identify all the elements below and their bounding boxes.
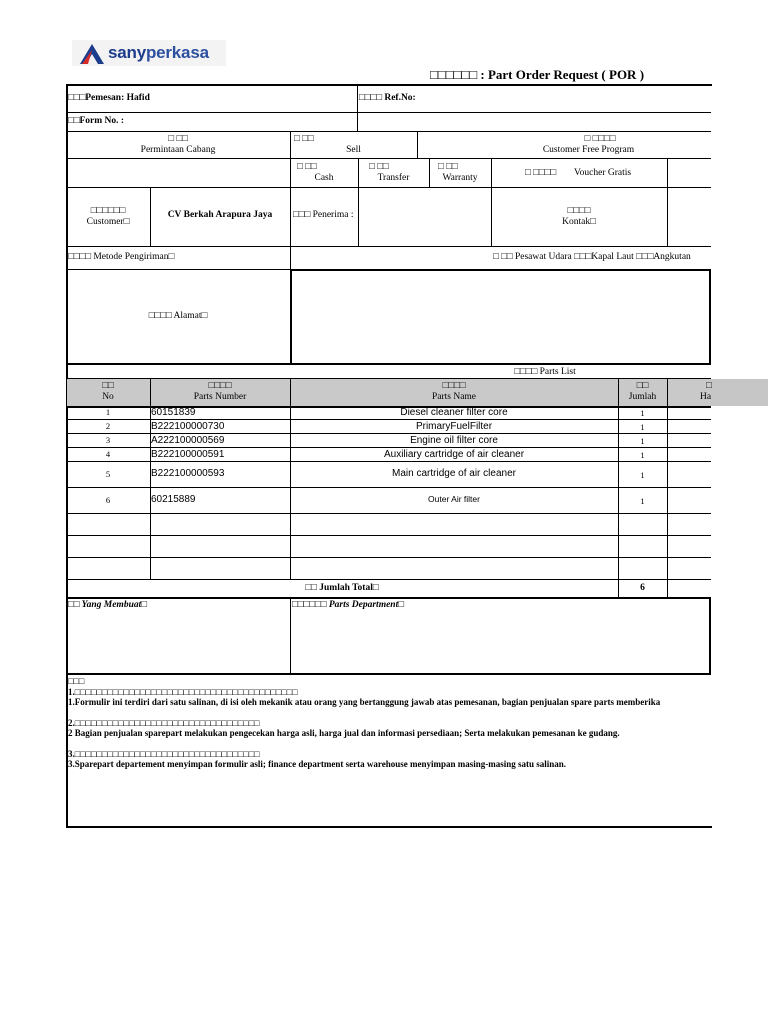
- note-3-cn: 3.□□□□□□□□□□□□□□□□□□□□□□□□□□□□□□□□□□: [68, 749, 260, 759]
- cfp-checkbox[interactable]: □ □□□□: [584, 134, 616, 144]
- kontak-label-cn: □□□□: [567, 206, 591, 216]
- note-1-cn: 1.□□□□□□□□□□□□□□□□□□□□□□□□□□□□□□□□□□□□□□□□□: [68, 687, 298, 697]
- row-no: 1: [105, 407, 111, 417]
- row-qty: 1: [640, 408, 645, 418]
- penerima-label: □□□ Penerima :: [293, 210, 354, 220]
- total-label: □□ Jumlah Total□: [305, 583, 379, 593]
- cabang-label: Permintaan Cabang: [140, 145, 216, 155]
- col-qty: Jumlah: [628, 392, 657, 402]
- col-h-cn: □: [706, 381, 712, 391]
- row-part-number: 60215889: [151, 494, 196, 505]
- refno-field: □□□□ Ref.No:: [359, 93, 416, 103]
- warranty-label: Warranty: [442, 173, 478, 183]
- logo-wordmark: sanyperkasa: [108, 43, 209, 62]
- col-name-cn: □□□□: [442, 381, 466, 391]
- cash-checkbox[interactable]: □ □□: [297, 162, 317, 172]
- voucher-label: Voucher Gratis: [574, 168, 632, 178]
- row-no: 3: [105, 435, 111, 445]
- form-title: □□□□□□ : Part Order Request ( POR ): [430, 67, 645, 82]
- pemesan-field: □□□Pemesan: Hafid: [68, 93, 150, 103]
- metode-label: □□□□ Metode Pengiriman□: [68, 252, 175, 262]
- col-no: No: [102, 392, 114, 402]
- row-no: 2: [105, 421, 111, 431]
- row-part-number: A222100000569: [151, 435, 225, 446]
- row-no: 5: [105, 469, 111, 479]
- row-qty: 1: [640, 496, 645, 506]
- row-part-name: PrimaryFuelFilter: [415, 421, 493, 432]
- cash-label: Cash: [314, 173, 334, 183]
- parts-list-label: □□□□ Parts List: [514, 367, 576, 377]
- sell-label: Sell: [346, 145, 361, 155]
- header-overflow-bg: [710, 379, 768, 406]
- maker-label: □□ Yang Membuat□: [68, 600, 147, 610]
- col-no-cn: □□: [102, 381, 114, 391]
- notes-heading: □□□: [68, 676, 85, 686]
- sany-logo-icon: [78, 42, 106, 66]
- row-part-name: Outer Air filter: [428, 494, 480, 504]
- cfp-label: Customer Free Program: [542, 145, 635, 155]
- row-part-number: B222100000730: [151, 421, 225, 432]
- warranty-checkbox[interactable]: □ □□: [438, 162, 458, 172]
- kontak-label: Kontak□: [562, 217, 596, 227]
- row-part-number: 60151839: [151, 407, 196, 418]
- col-name: Parts Name: [431, 392, 477, 402]
- col-pn: Parts Number: [193, 392, 247, 402]
- dept-label: □□□□□□ Parts Department□: [292, 600, 404, 610]
- col-h: Ha: [700, 392, 712, 402]
- customer-name: CV Berkah Arapura Jaya: [167, 210, 273, 220]
- row-qty: 1: [640, 470, 645, 480]
- note-2: 2 Bagian penjualan sparepart melakukan pengecekan harga asli, harga jual dan informasi persediaan; Serta melakukan pemesanan ke gudang.: [68, 728, 620, 738]
- row-part-name: Engine oil filter core: [410, 435, 498, 446]
- sell-checkbox[interactable]: □ □□: [294, 134, 314, 144]
- customer-label: Customer□: [86, 217, 130, 227]
- col-qty-cn: □□: [636, 381, 649, 391]
- voucher-checkbox[interactable]: □ □□□□: [525, 168, 557, 178]
- row-part-name: Main cartridge of air cleaner: [392, 468, 516, 479]
- transfer-checkbox[interactable]: □ □□: [369, 162, 389, 172]
- row-part-name: Auxiliary cartridge of air cleaner: [383, 449, 525, 460]
- total-value: 6: [640, 583, 645, 593]
- row-no: 4: [105, 449, 111, 459]
- shipping-modes[interactable]: □ □□ Pesawat Udara □□□Kapal Laut □□□Angkutan: [493, 252, 691, 262]
- col-pn-cn: □□□□: [208, 381, 232, 391]
- row-part-number: B222100000593: [151, 468, 225, 479]
- row-no: 6: [105, 495, 111, 505]
- note-3: 3.Sparepart departement menyimpan formulir asli; finance department serta warehouse menyimpan masing-masing satu salinan.: [68, 759, 566, 769]
- row-qty: 1: [640, 450, 645, 460]
- note-1: 1.Formulir ini terdiri dari satu salinan, di isi oleh mekanik atau orang yang bertanggung jawab atas pemesanan, bagian penjualan spare parts memberika: [68, 697, 661, 707]
- row-qty: 1: [640, 436, 645, 446]
- note-2-cn: 2.□□□□□□□□□□□□□□□□□□□□□□□□□□□□□□□□□□: [68, 718, 260, 728]
- row-part-name: Diesel cleaner filter core: [400, 407, 508, 418]
- form-number-field: □□Form No. :: [68, 116, 125, 126]
- alamat-label: □□□□ Alamat□: [148, 311, 208, 321]
- transfer-label: Transfer: [377, 173, 410, 183]
- row-qty: 1: [640, 422, 645, 432]
- row-part-number: B222100000591: [151, 449, 225, 460]
- cabang-checkbox[interactable]: □ □□: [168, 134, 188, 144]
- customer-label-cn: □□□□□□: [90, 206, 126, 216]
